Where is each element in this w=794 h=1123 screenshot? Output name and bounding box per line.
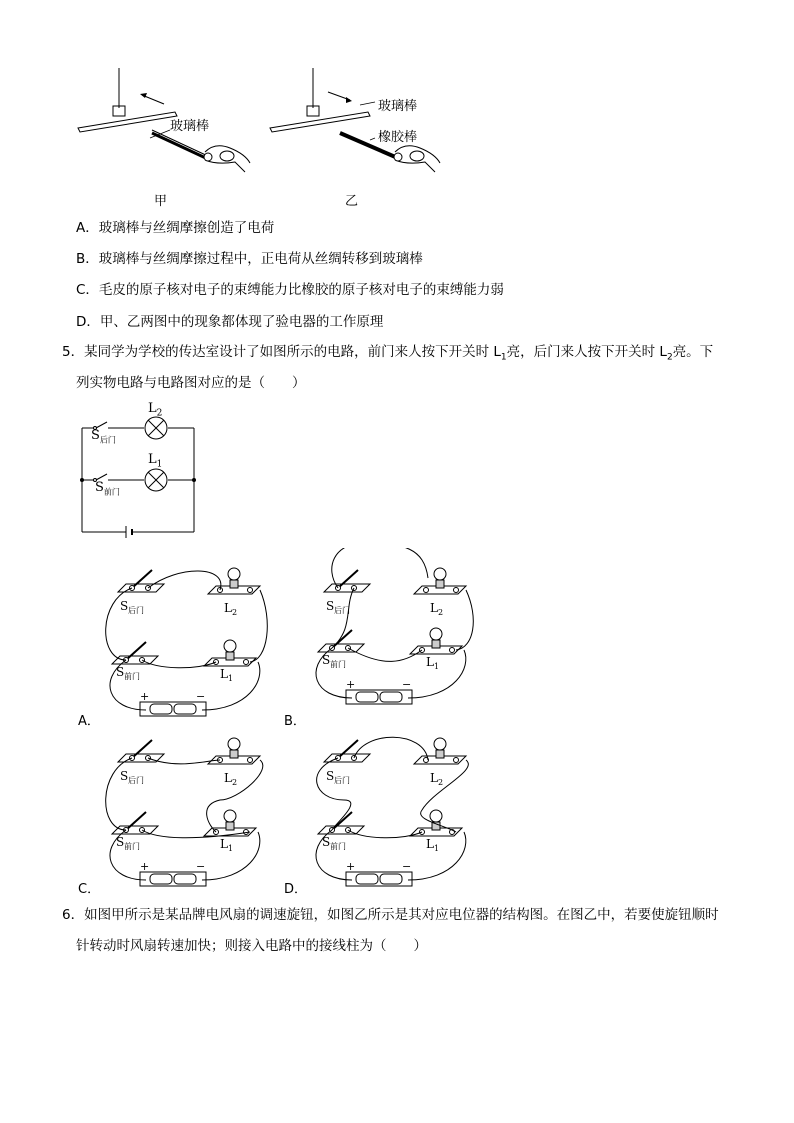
q5-option-b: B． [284,714,306,729]
q5-stem-part3: 亮。下 [672,344,714,360]
label-s-front-sub: 前门 [124,672,140,681]
label-l2: L [430,771,438,785]
circuit-option-b [304,548,474,718]
q4-option-b: B．玻璃棒与丝绸摩擦过程中，正电荷从丝绸转移到玻璃棒 [76,251,423,267]
label-l1-sub: 1 [434,844,440,853]
circuit-option-d [304,730,474,900]
q5-option-a: A． [78,714,100,729]
label-l1: L [220,837,228,851]
battery-plus-label: + [140,690,150,703]
label-s-back-sub: 后门 [128,606,144,615]
schematic-label-l1: $L_1$ [148,452,163,470]
label-s-front: S [116,835,125,849]
label-s-front-sub: 前门 [330,842,346,851]
q5-stem-line2: 列实物电路与电路图对应的是（ ） [76,375,306,391]
q6-stem-line1: 6．如图甲所示是某品牌电风扇的调速旋钮，如图乙所示是其对应电位器的结构图。在图乙中，若要使旋钮顺时 [62,907,719,923]
schematic-label-s-back: $S_{后门}$ [91,428,116,445]
label-l1: L [426,837,434,851]
label-l1: L [220,667,228,681]
q5-sub-2: 2 [666,352,673,363]
circuit-option-c [98,730,268,900]
battery-minus-label: − [402,860,412,873]
q5-option-c: C． [78,882,101,897]
glass-rod-label-yi: 玻璃棒 [378,99,418,114]
battery-minus-label: − [402,678,412,691]
glass-rod-label-jia: 玻璃棒 [170,119,210,134]
rubber-rod-label: 橡胶棒 [378,130,418,145]
q5-stem-part1: 5．某同学为学校的传达室设计了如图所示的电路，前门来人按下开关时 L [62,344,501,360]
label-s-back-sub: 后门 [128,776,144,785]
label-s-front: S [116,665,125,679]
figure-yi-caption: 乙 [345,194,359,209]
q5-option-d: D． [284,882,308,897]
label-s-back-sub: 后门 [334,776,350,785]
label-l2-sub: 2 [232,778,238,787]
label-l2-sub: 2 [232,608,238,617]
battery-plus-label: + [346,678,356,691]
schematic-label-l2: $L_2$ [148,401,163,419]
q5-sub-1: 1 [500,352,507,363]
label-l1-sub: 1 [228,844,234,853]
label-s-front: S [322,835,331,849]
figure-jia-caption: 甲 [154,194,168,209]
battery-plus-label: + [140,860,150,873]
label-l2-sub: 2 [438,608,444,617]
figure-jia [78,68,250,172]
circuit-option-a [98,560,268,730]
q4-option-c: C．毛皮的原子核对电子的束缚能力比橡胶的原子核对电子的束缚能力弱 [76,282,504,298]
label-s-back: S [120,599,129,613]
figure-yi [270,68,440,172]
label-s-front-sub: 前门 [330,660,346,669]
battery-minus-label: − [196,690,206,703]
schematic-label-s-front: $S_{前门}$ [95,480,120,497]
circuit-schematic [78,400,208,540]
label-s-front-sub: 前门 [124,842,140,851]
label-s-back-sub: 后门 [334,606,350,615]
q4-option-d: D．甲、乙两图中的现象都体现了验电器的工作原理 [76,314,384,330]
label-s-front: S [322,653,331,667]
label-l2: L [224,771,232,785]
label-l2: L [430,601,438,615]
label-l2-sub: 2 [438,778,444,787]
q5-stem-part2: 亮，后门来人按下开关时 L [506,344,667,360]
label-l1-sub: 1 [228,674,234,683]
label-l2: L [224,601,232,615]
battery-plus-label: + [346,860,356,873]
label-l1-sub: 1 [434,662,440,671]
label-s-back: S [120,769,129,783]
q4-option-a: A．玻璃棒与丝绸摩擦创造了电荷 [76,220,275,236]
label-l1: L [426,655,434,669]
q6-stem-line2: 针转动时风扇转速加快；则接入电路中的接线柱为（ ） [76,938,427,954]
q5-stem-line1 [62,342,713,368]
label-s-back: S [326,769,335,783]
battery-minus-label: − [196,860,206,873]
label-s-back: S [326,599,335,613]
